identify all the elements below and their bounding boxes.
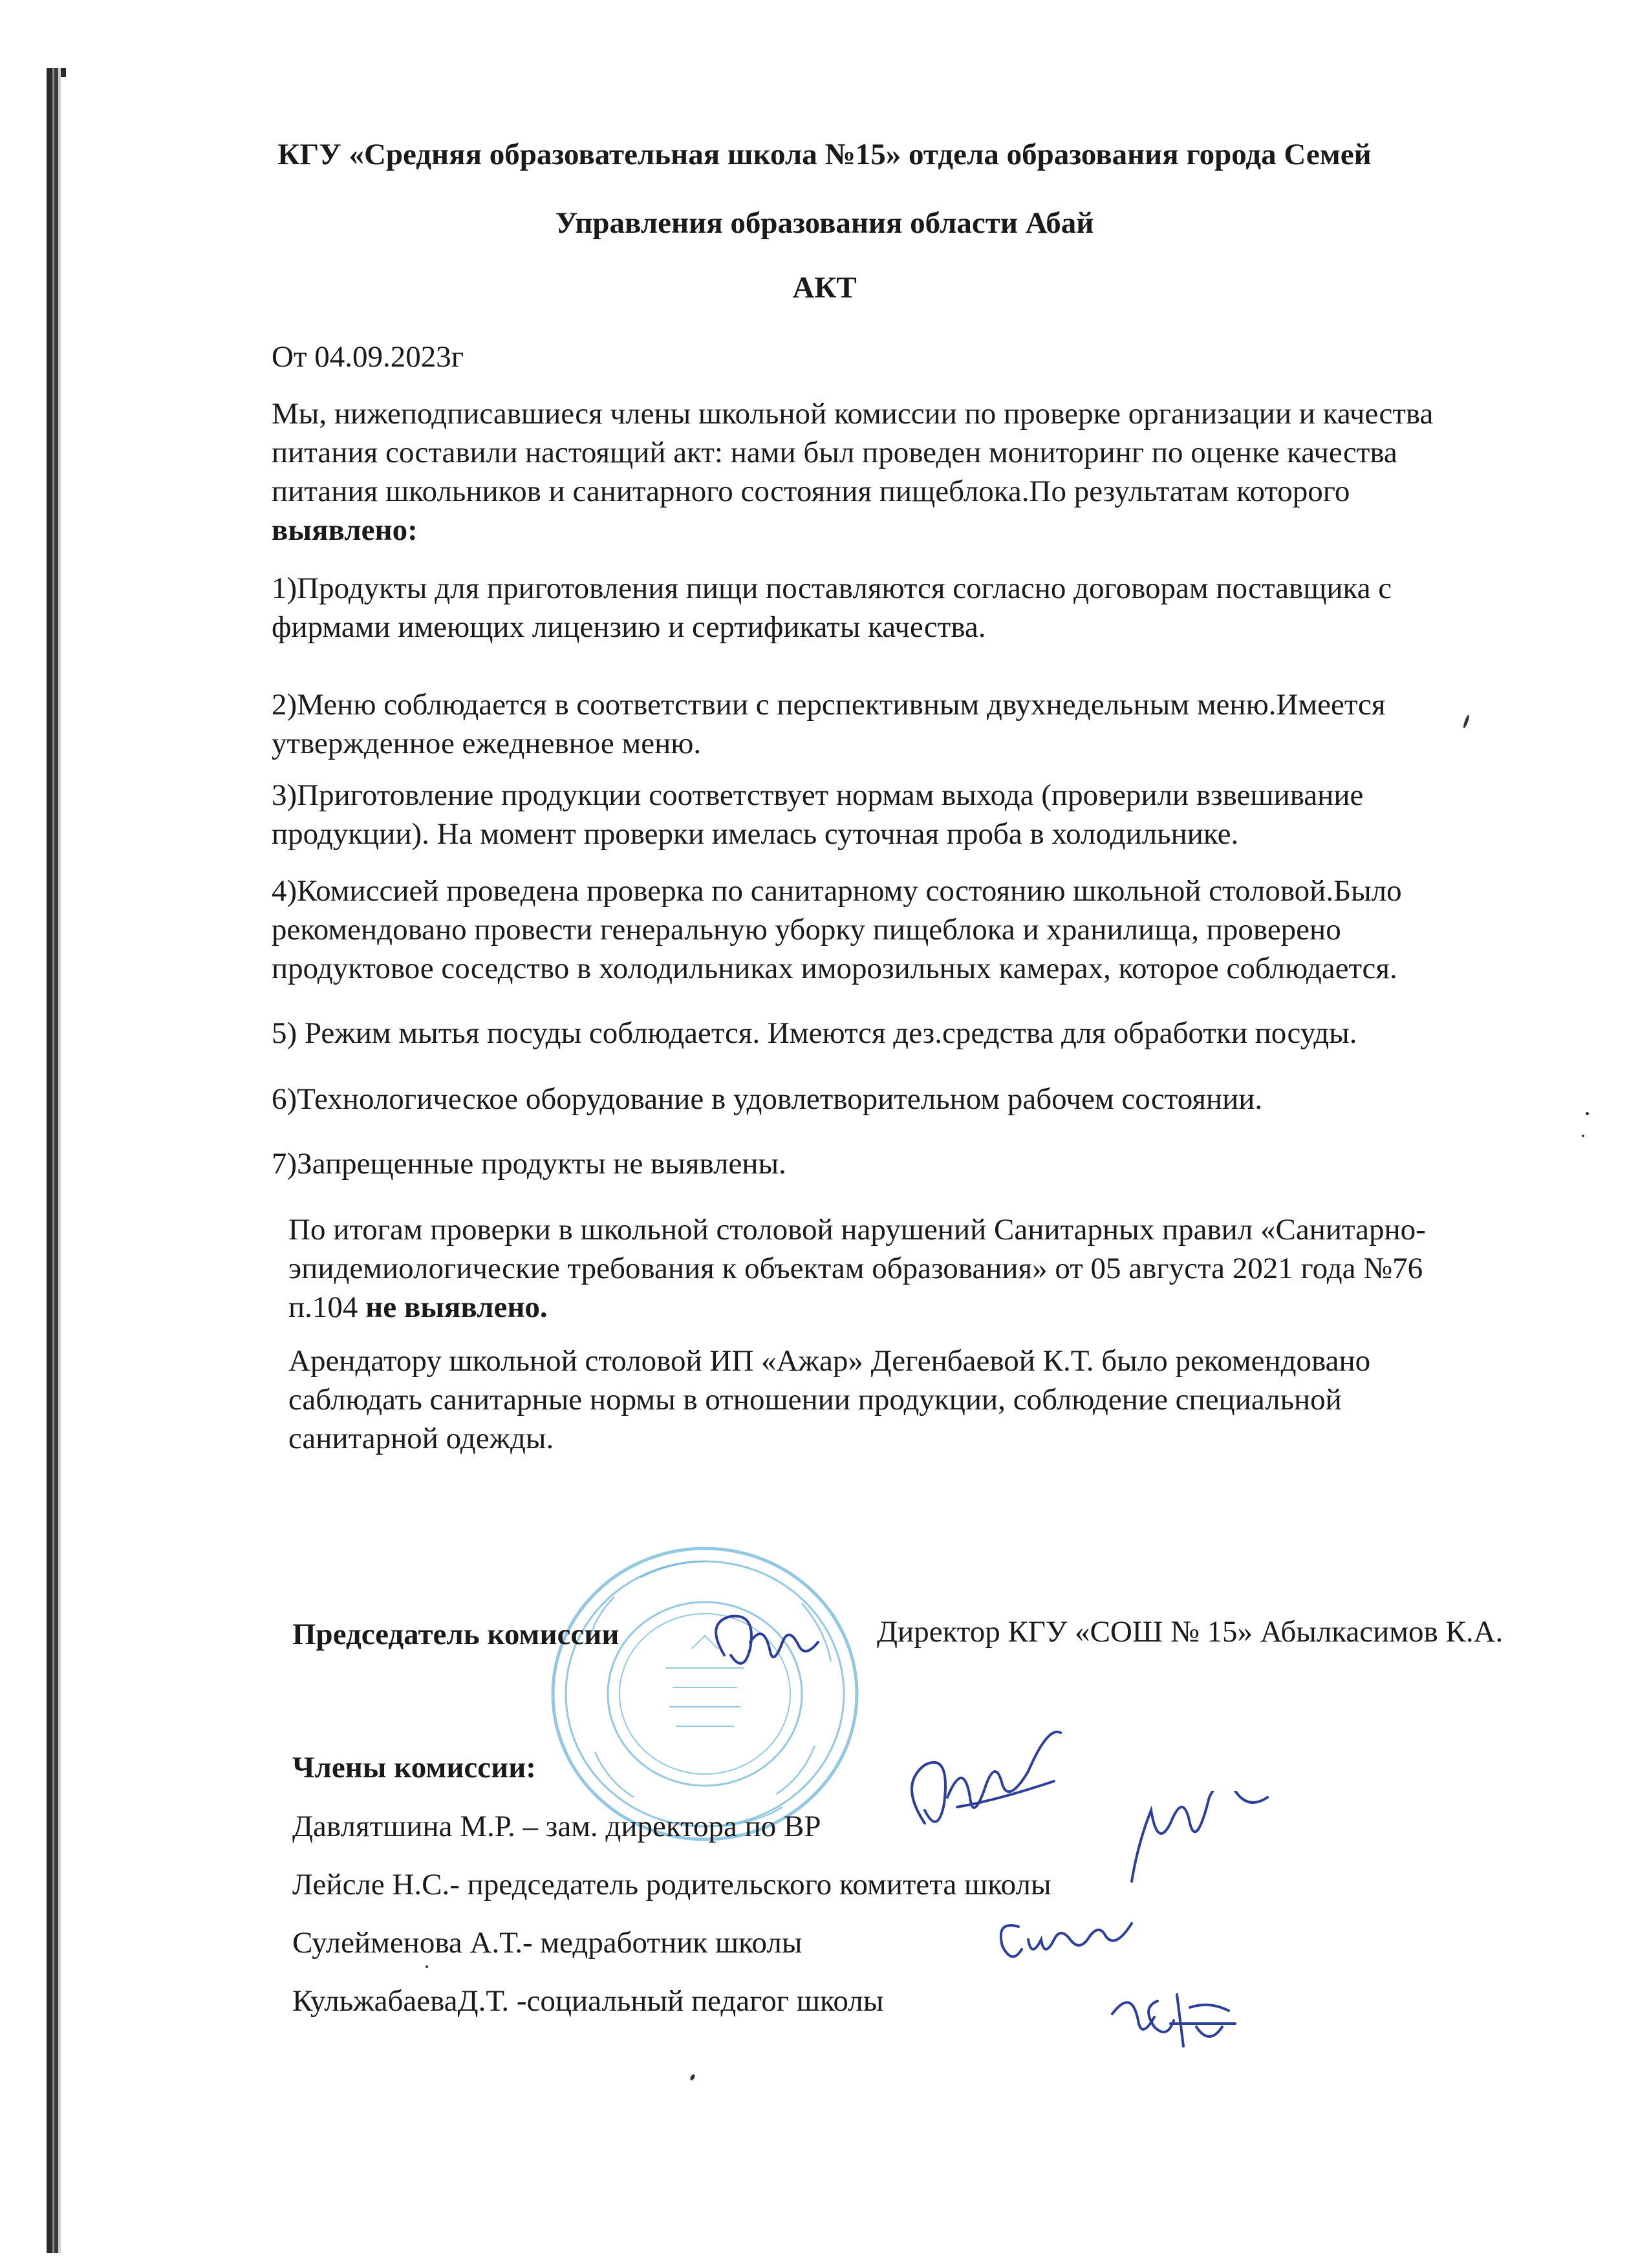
item-line: 3)Приготовление продукции соответствует нормам выхода (проверили взвешивание bbox=[272, 778, 1364, 812]
director-label: Директор КГУ «СОШ № 15» Абылкасимов К.А. bbox=[877, 1615, 1503, 1649]
scan-speck bbox=[426, 1965, 428, 1968]
conclusion-line: п.104 не выявлено. bbox=[288, 1290, 548, 1324]
item-line: 2)Меню соблюдается в соответствии с перспективным двухнедельным меню.Имеется bbox=[272, 688, 1386, 722]
recommendation-line: санитарной одежды. bbox=[288, 1422, 554, 1455]
intro-paragraph bbox=[272, 394, 1433, 550]
item-line: рекомендовано провести генеральную уборку пищеблока и хранилища, проверено bbox=[272, 913, 1341, 947]
item-line: 4)Комиссией проведена проверка по санитарному состоянию школьной столовой.Было bbox=[272, 874, 1402, 908]
item-6: 6)Технологическое оборудование в удовлетворительном рабочем состоянии. bbox=[272, 1082, 1263, 1116]
intro-line: питания школьников и санитарного состояния пищеблока.По результатам которого bbox=[272, 475, 1350, 508]
members-title: Члены комиссии: bbox=[292, 1751, 536, 1784]
recommendation-paragraph bbox=[288, 1342, 1370, 1458]
conclusion-line: По итогам проверки в школьной столовой нарушений Санитарных правил «Санитарно- bbox=[288, 1213, 1426, 1246]
member-2: Лейсле Н.С.- председатель родительского комитета школы bbox=[292, 1868, 1051, 1901]
chairman-signature bbox=[685, 1597, 854, 1694]
intro-line-bold: выявлено: bbox=[272, 513, 418, 547]
school-stamp bbox=[543, 1539, 867, 1849]
scan-border-left bbox=[47, 68, 61, 2253]
conclusion-paragraph bbox=[288, 1210, 1426, 1327]
recommendation-line: Арендатору школьной столовой ИП «Ажар» Дегенбаевой К.Т. было рекомендовано bbox=[288, 1344, 1371, 1378]
item-line: продуктовое соседство в холодильниках иморозильных камерах, которое соблюдается. bbox=[272, 952, 1397, 985]
member-1: Давлятшина М.Р. – зам. директора по ВР bbox=[292, 1810, 821, 1843]
item-7: 7)Запрещенные продукты не выявлены. bbox=[272, 1147, 786, 1181]
document-date: От 04.09.2023г bbox=[272, 340, 464, 374]
item-4 bbox=[272, 872, 1402, 988]
org-name-line: КГУ «Средняя образовательная школа №15» отдела образования города Семей bbox=[277, 138, 1372, 171]
item-line: продукции). На момент проверки имелась суточная проба в холодильнике. bbox=[272, 817, 1239, 851]
org-parent-line: Управления образования области Абай bbox=[555, 206, 1094, 240]
conclusion-line: эпидемиологические требования к объектам образования» от 05 августа 2021 года №76 bbox=[288, 1252, 1423, 1285]
member-1-signature bbox=[886, 1726, 1067, 1849]
scan-speck bbox=[1462, 714, 1470, 729]
member-2-signature bbox=[1119, 1791, 1280, 1901]
scan-speck bbox=[689, 2073, 696, 2081]
recommendation-line: саблюдать санитарные нормы в отношении продукции, соблюдение специальной bbox=[288, 1383, 1342, 1417]
scan-speck bbox=[1582, 1135, 1584, 1137]
item-3 bbox=[272, 776, 1363, 853]
member-3: Сулейменова А.Т.- медработник школы bbox=[292, 1926, 803, 1960]
item-line: 1)Продукты для приготовления пищи поставляются согласно договорам поставщика с bbox=[272, 572, 1392, 605]
member-3-signature bbox=[989, 1901, 1145, 1978]
item-line: фирмами имеющих лицензию и сертификаты качества. bbox=[272, 610, 986, 644]
item-1 bbox=[272, 569, 1392, 647]
item-line: утвержденное ежедневное меню. bbox=[272, 727, 702, 760]
intro-line: питания составили настоящий акт: нами был проведен мониторинг по оценке качества bbox=[272, 436, 1397, 469]
scan-speck bbox=[1586, 1112, 1589, 1115]
item-5: 5) Режим мытья посуды соблюдается. Имеются дез.средства для обработки посуды. bbox=[272, 1016, 1357, 1050]
member-4-signature bbox=[1099, 1975, 1248, 2066]
intro-line: Мы, нижеподписавшиеся члены школьной комиссии по проверке организации и качества bbox=[272, 397, 1434, 431]
member-4: КульжабаеваД.Т. -социальный педагог школы bbox=[292, 1984, 884, 2018]
item-2 bbox=[272, 685, 1385, 763]
document-title: АКТ bbox=[792, 271, 857, 305]
chairman-label: Председатель комиссии bbox=[292, 1618, 620, 1651]
